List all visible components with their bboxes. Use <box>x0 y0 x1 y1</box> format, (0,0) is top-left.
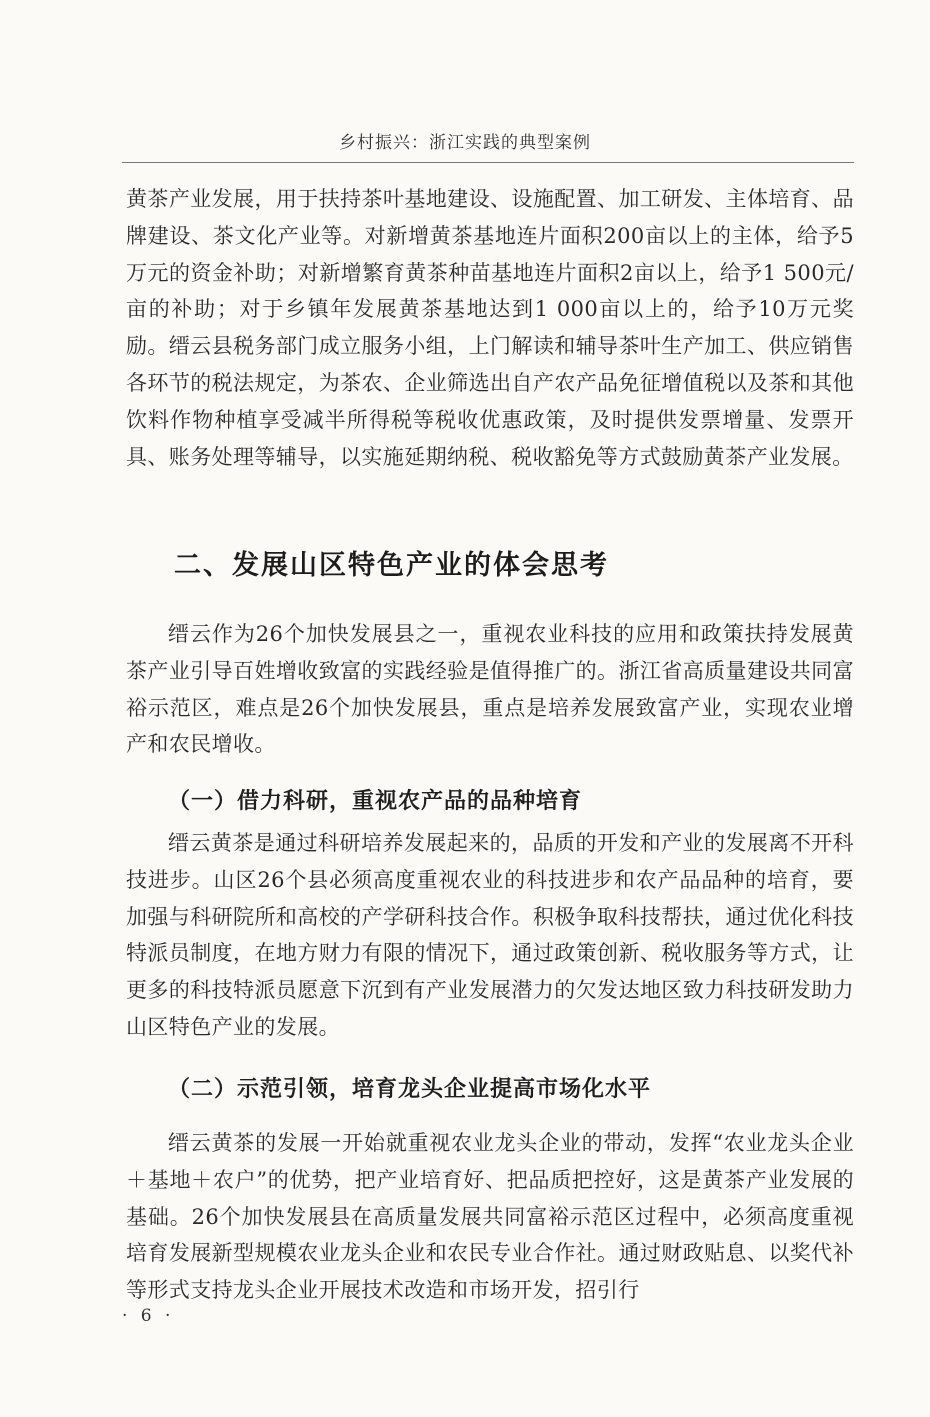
paragraph-block-3 <box>126 825 854 1046</box>
body-paragraph: 黄茶产业发展，用于扶持茶叶基地建设、设施配置、加工研发、主体培育、品牌建设、茶文化产业等。对新增黄茶基地连片面积200亩以上的主体，给予5万元的资金补助；对新增繁育黄茶种苗基地连片面积2亩以上，给予1 500元/亩的补助；对于乡镇年发展黄茶基地达到1 000亩以上的，给予10万元奖励。缙云县税务部门成立服务小组，上门解读和辅导茶叶生产加工、供应销售各环节的税法规定，为茶农、企业筛选出自产农产品免征增值税以及茶和其他饮料作物种植享受减半所得税等税收优惠政策，及时提供发票增量、发票开具、账务处理等辅导，以实施延期纳税、税收豁免等方式鼓励黄茶产业发展。 <box>126 187 854 469</box>
body-paragraph: 缙云作为26个加快发展县之一，重视农业科技的应用和政策扶持发展黄茶产业引导百姓增收致富的实践经验是值得推广的。浙江省高质量建设共同富裕示范区，难点是26个加快发展县，重点是培养发展致富产业，实现农业增产和农民增收。 <box>126 622 854 757</box>
paragraph-block-1 <box>126 181 854 475</box>
body-paragraph: 缙云黄茶是通过科研培养发展起来的，品质的开发和产业的发展离不开科技进步。山区26个县必须高度重视农业的科技进步和农产品品种的培育，要加强与科研院所和高校的产学研科技合作。积极争取科技帮扶，通过优化科技特派员制度，在地方财力有限的情况下，通过政策创新、税收服务等方式，让更多的科技特派员愿意下沉到有产业发展潜力的欠发达地区致力科技研发助力山区特色产业的发展。 <box>126 831 854 1039</box>
paragraph-block-4 <box>126 1125 854 1309</box>
section-heading: 二、发展山区特色产业的体会思考 <box>174 550 609 581</box>
page-number: · 6 · <box>122 1306 175 1326</box>
sub-heading-1: （一）借力科研，重视农产品的品种培育 <box>168 789 583 814</box>
sub-heading-2: （二）示范引领，培育龙头企业提高市场化水平 <box>168 1077 652 1102</box>
running-header-title: 乡村振兴：浙江实践的典型案例 <box>339 133 591 153</box>
body-paragraph: 缙云黄茶的发展一开始就重视农业龙头企业的带动，发挥“农业龙头企业＋基地＋农户”的优势，把产业培育好、把品质把控好，这是黄茶产业发展的基础。26个加快发展县在高质量发展共同富裕示范区过程中，必须高度重视培育发展新型规模农业龙头企业和农民专业合作社。通过财政贴息、以奖代补等形式支持龙头企业开展技术改造和市场开发，招引行 <box>126 1131 854 1303</box>
header-divider <box>122 162 854 163</box>
paragraph-block-2 <box>126 616 854 763</box>
